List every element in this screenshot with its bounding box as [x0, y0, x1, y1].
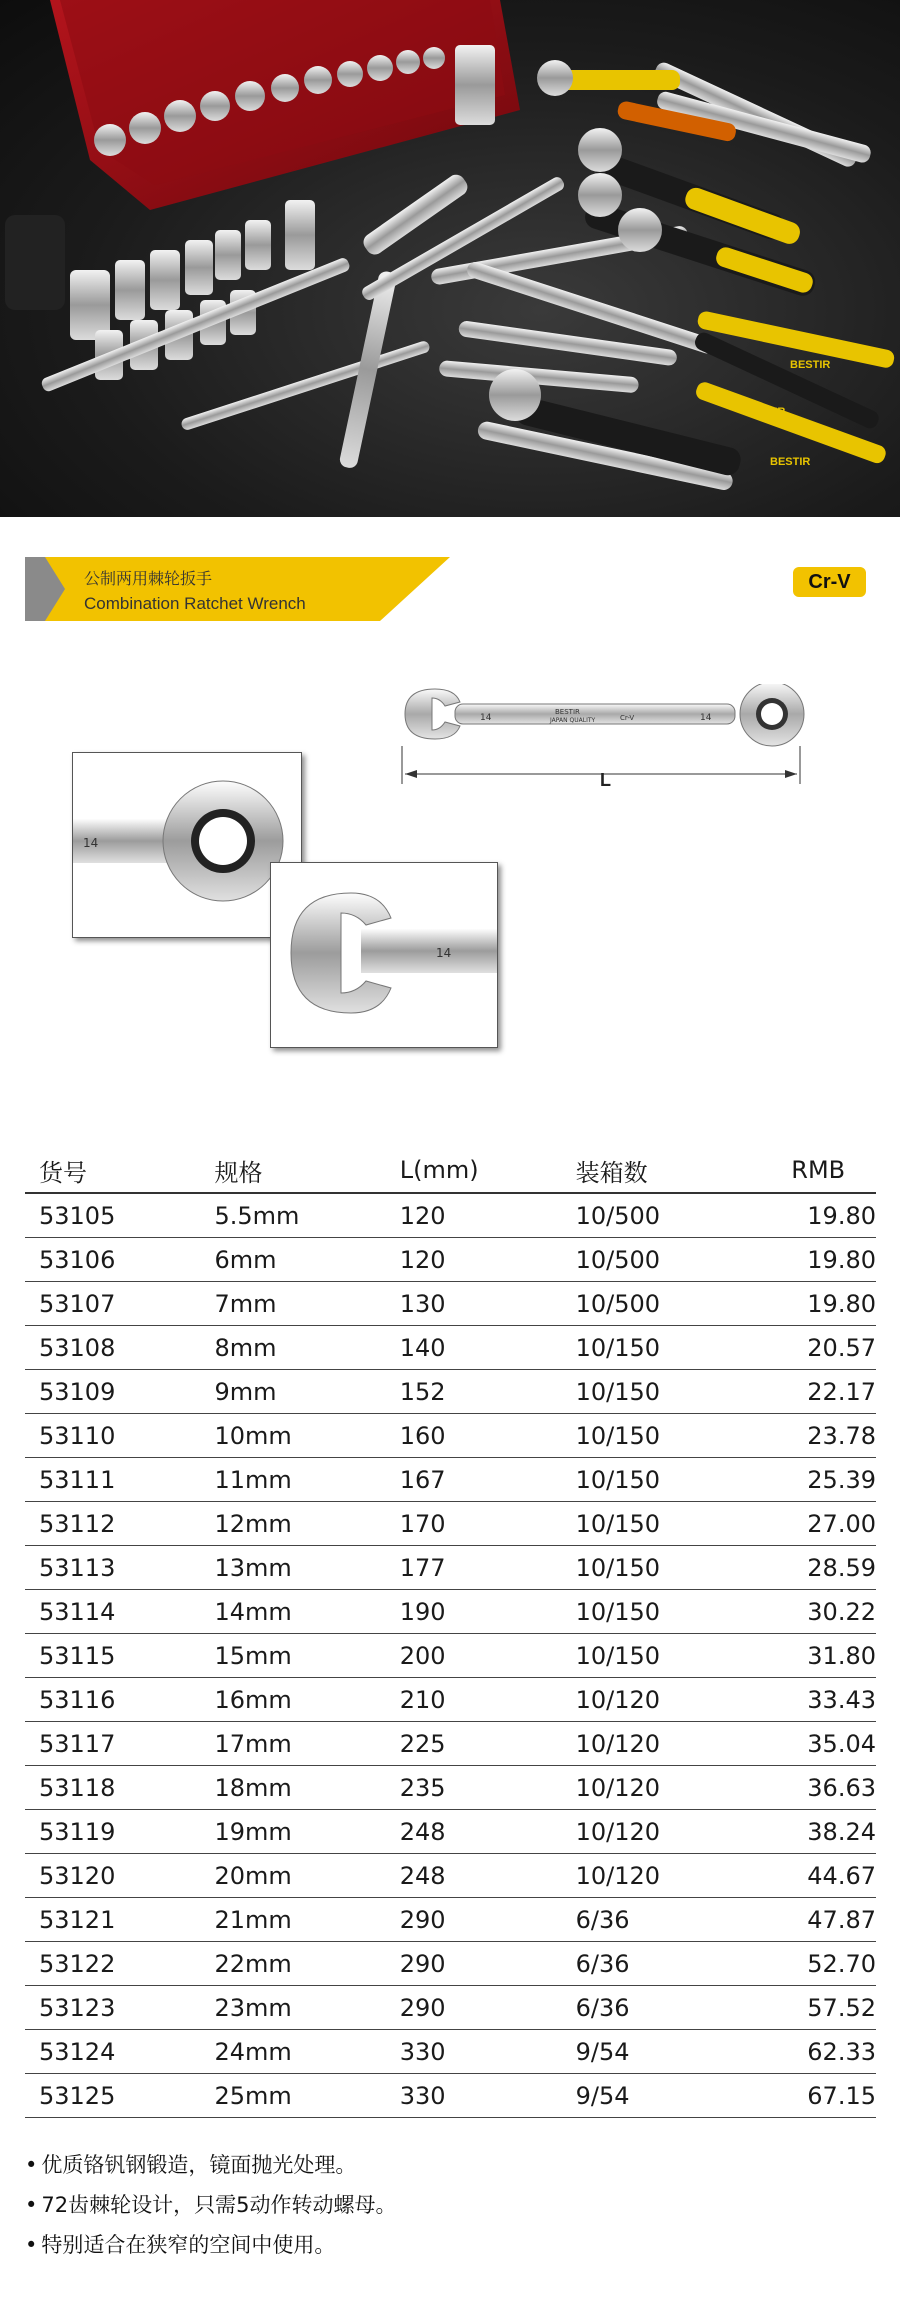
cell-price: 36.63	[749, 1766, 876, 1810]
cell-length: 290	[380, 1898, 556, 1942]
cell-item-no: 53105	[25, 1193, 194, 1238]
cell-item-no: 53112	[25, 1502, 194, 1546]
cell-packing: 10/150	[556, 1546, 750, 1590]
product-title-en: Combination Ratchet Wrench	[84, 594, 306, 613]
cell-item-no: 53109	[25, 1370, 194, 1414]
cell-item-no: 53115	[25, 1634, 194, 1678]
header-size: 规格	[194, 1148, 379, 1193]
cell-price: 33.43	[749, 1678, 876, 1722]
cell-size: 13mm	[194, 1546, 379, 1590]
cell-item-no: 53113	[25, 1546, 194, 1590]
cell-packing: 10/120	[556, 1810, 750, 1854]
cell-packing: 10/150	[556, 1326, 750, 1370]
cell-price: 52.70	[749, 1942, 876, 1986]
cell-packing: 6/36	[556, 1898, 750, 1942]
table-row	[25, 2074, 876, 2118]
open-end-jaw	[405, 689, 460, 739]
cell-price: 19.80	[749, 1282, 876, 1326]
table-row	[25, 1986, 876, 2030]
brand-mark: BESTIR	[555, 708, 580, 716]
table-row	[25, 1238, 876, 1282]
material-badge: Cr-V	[793, 567, 866, 597]
table-row	[25, 1898, 876, 1942]
table-row	[25, 1326, 876, 1370]
cell-packing: 10/120	[556, 1722, 750, 1766]
cell-item-no: 53124	[25, 2030, 194, 2074]
cell-length: 152	[380, 1370, 556, 1414]
cell-size: 16mm	[194, 1678, 379, 1722]
cell-size: 25mm	[194, 2074, 379, 2118]
cell-size: 8mm	[194, 1326, 379, 1370]
size-mark-closeup-2: 14	[436, 946, 452, 960]
cell-packing: 10/120	[556, 1678, 750, 1722]
product-title-cn: 公制两用棘轮扳手	[84, 569, 213, 588]
quality-mark: JAPAN QUALITY	[550, 717, 596, 724]
table-row	[25, 1854, 876, 1898]
table-row	[25, 1414, 876, 1458]
cell-size: 22mm	[194, 1942, 379, 1986]
cell-price: 23.78	[749, 1414, 876, 1458]
table-row	[25, 1634, 876, 1678]
cell-price: 25.39	[749, 1458, 876, 1502]
cell-length: 330	[380, 2074, 556, 2118]
cell-packing: 6/36	[556, 1986, 750, 2030]
cell-price: 27.00	[749, 1502, 876, 1546]
cell-size: 21mm	[194, 1898, 379, 1942]
cell-size: 24mm	[194, 2030, 379, 2074]
cell-packing: 9/54	[556, 2030, 750, 2074]
table-row	[25, 1590, 876, 1634]
brand-mark-2: BESTIR	[745, 406, 786, 418]
table-row	[25, 1810, 876, 1854]
cell-item-no: 53110	[25, 1414, 194, 1458]
cell-item-no: 53111	[25, 1458, 194, 1502]
table-header-row	[25, 1148, 876, 1193]
cell-size: 20mm	[194, 1854, 379, 1898]
cell-price: 38.24	[749, 1810, 876, 1854]
brand-mark-3: BESTIR	[770, 456, 811, 468]
table-row	[25, 1546, 876, 1590]
cell-size: 19mm	[194, 1810, 379, 1854]
tool-set-illustration	[0, 0, 900, 517]
table-row	[25, 1722, 876, 1766]
cell-price: 22.17	[749, 1370, 876, 1414]
table-row	[25, 1766, 876, 1810]
cell-packing: 10/150	[556, 1590, 750, 1634]
size-mark-closeup-1: 14	[83, 836, 99, 850]
cell-price: 19.80	[749, 1238, 876, 1282]
header-packing: 装箱数	[556, 1148, 750, 1193]
header-length: L(mm)	[380, 1148, 556, 1193]
ring-end-closeup	[72, 752, 302, 938]
cell-size: 15mm	[194, 1634, 379, 1678]
cell-packing: 10/120	[556, 1766, 750, 1810]
cell-size: 12mm	[194, 1502, 379, 1546]
cell-item-no: 53108	[25, 1326, 194, 1370]
cell-packing: 10/150	[556, 1370, 750, 1414]
feature-item: • 72齿棘轮设计，只需5动作转动螺母。	[25, 2185, 396, 2225]
cell-item-no: 53120	[25, 1854, 194, 1898]
cell-packing: 10/150	[556, 1634, 750, 1678]
hero-product-photo	[0, 0, 900, 517]
cell-size: 17mm	[194, 1722, 379, 1766]
cell-length: 130	[380, 1282, 556, 1326]
cell-size: 14mm	[194, 1590, 379, 1634]
cell-length: 160	[380, 1414, 556, 1458]
table-row	[25, 1942, 876, 1986]
cell-price: 47.87	[749, 1898, 876, 1942]
cell-packing: 10/120	[556, 1854, 750, 1898]
header-item-no: 货号	[25, 1148, 194, 1193]
cell-length: 170	[380, 1502, 556, 1546]
brand-mark-1: BESTIR	[790, 359, 831, 371]
cell-length: 120	[380, 1238, 556, 1282]
cell-size: 9mm	[194, 1370, 379, 1414]
dimension-label: L	[600, 770, 611, 790]
cell-length: 120	[380, 1193, 556, 1238]
table-row	[25, 1370, 876, 1414]
cell-packing: 10/150	[556, 1502, 750, 1546]
cell-item-no: 53118	[25, 1766, 194, 1810]
table-row	[25, 1193, 876, 1238]
size-mark-left: 14	[480, 713, 492, 723]
cell-length: 190	[380, 1590, 556, 1634]
cell-length: 167	[380, 1458, 556, 1502]
cell-price: 28.59	[749, 1546, 876, 1590]
cell-length: 235	[380, 1766, 556, 1810]
cell-item-no: 53114	[25, 1590, 194, 1634]
cell-item-no: 53106	[25, 1238, 194, 1282]
cell-item-no: 53121	[25, 1898, 194, 1942]
cell-price: 67.15	[749, 2074, 876, 2118]
cell-length: 290	[380, 1986, 556, 2030]
cell-length: 200	[380, 1634, 556, 1678]
cell-packing: 10/150	[556, 1458, 750, 1502]
cell-price: 31.80	[749, 1634, 876, 1678]
cell-item-no: 53125	[25, 2074, 194, 2118]
cell-item-no: 53107	[25, 1282, 194, 1326]
cell-length: 210	[380, 1678, 556, 1722]
cell-packing: 10/500	[556, 1282, 750, 1326]
spec-table	[25, 1148, 876, 2118]
cell-size: 23mm	[194, 1986, 379, 2030]
table-row	[25, 1458, 876, 1502]
cell-length: 177	[380, 1546, 556, 1590]
cell-packing: 9/54	[556, 2074, 750, 2118]
cell-price: 44.67	[749, 1854, 876, 1898]
cell-length: 225	[380, 1722, 556, 1766]
table-row	[25, 1678, 876, 1722]
cell-size: 11mm	[194, 1458, 379, 1502]
cell-packing: 10/150	[556, 1414, 750, 1458]
feature-list	[25, 2145, 396, 2265]
table-row	[25, 1502, 876, 1546]
cell-price: 35.04	[749, 1722, 876, 1766]
cell-item-no: 53119	[25, 1810, 194, 1854]
cell-item-no: 53123	[25, 1986, 194, 2030]
cell-price: 20.57	[749, 1326, 876, 1370]
cell-packing: 10/500	[556, 1193, 750, 1238]
cell-price: 30.22	[749, 1590, 876, 1634]
cell-length: 140	[380, 1326, 556, 1370]
cell-price: 19.80	[749, 1193, 876, 1238]
cell-size: 5.5mm	[194, 1193, 379, 1238]
header-price: RMB	[749, 1148, 876, 1193]
feature-item: • 特别适合在狭窄的空间中使用。	[25, 2225, 396, 2265]
cell-item-no: 53116	[25, 1678, 194, 1722]
cell-size: 7mm	[194, 1282, 379, 1326]
feature-item: • 优质铬钒钢锻造，镜面抛光处理。	[25, 2145, 396, 2185]
cell-item-no: 53122	[25, 1942, 194, 1986]
cell-length: 248	[380, 1810, 556, 1854]
cell-size: 6mm	[194, 1238, 379, 1282]
material-mark: Cr-V	[620, 714, 635, 722]
table-row	[25, 1282, 876, 1326]
cell-length: 330	[380, 2030, 556, 2074]
cell-item-no: 53117	[25, 1722, 194, 1766]
cell-size: 18mm	[194, 1766, 379, 1810]
cell-packing: 10/500	[556, 1238, 750, 1282]
cell-size: 10mm	[194, 1414, 379, 1458]
cell-price: 62.33	[749, 2030, 876, 2074]
cell-length: 248	[380, 1854, 556, 1898]
table-row	[25, 2030, 876, 2074]
open-end-closeup	[270, 862, 498, 1048]
cell-length: 290	[380, 1942, 556, 1986]
cell-packing: 6/36	[556, 1942, 750, 1986]
cell-price: 57.52	[749, 1986, 876, 2030]
size-mark-right: 14	[700, 713, 712, 723]
